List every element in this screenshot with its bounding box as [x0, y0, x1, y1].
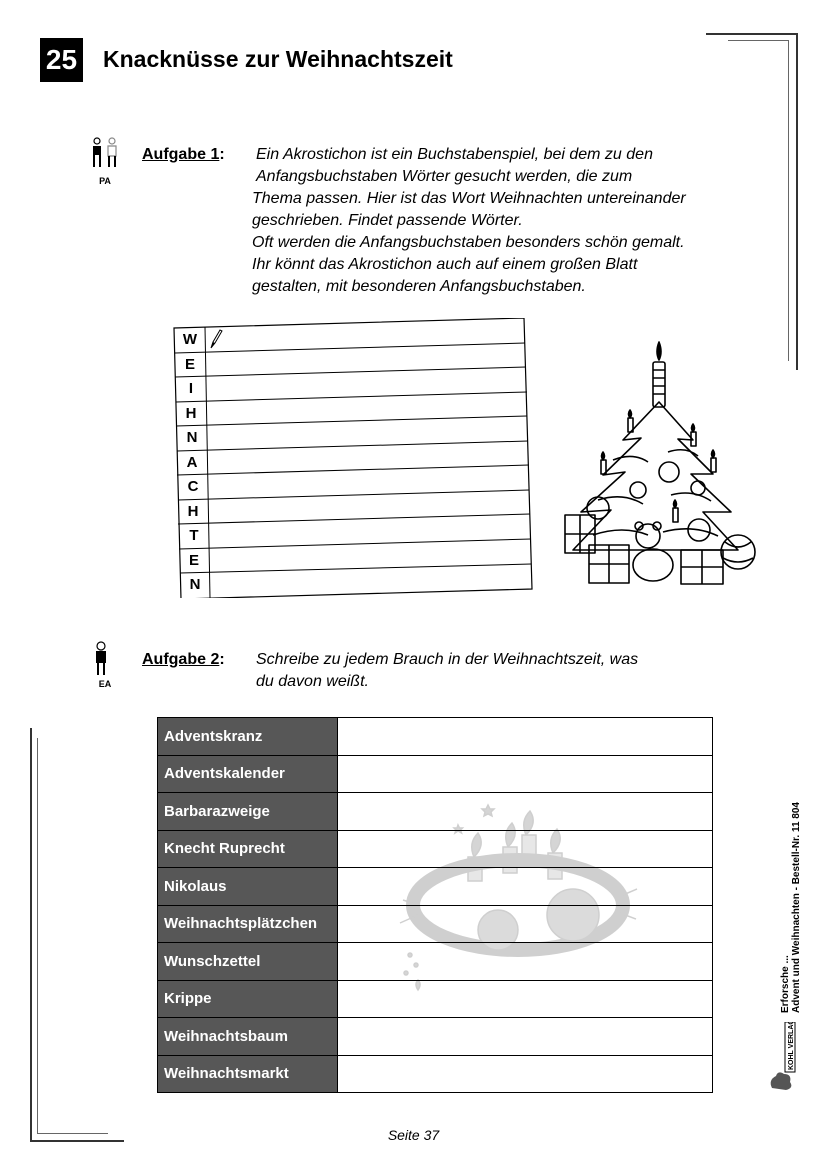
christmas-tree-illustration	[553, 340, 758, 590]
individual-work-badge	[88, 641, 122, 689]
page-frame-bottom-left-inner	[37, 738, 108, 1134]
acrostic-letter: A	[186, 454, 198, 471]
custom-answer-cell[interactable]	[338, 793, 713, 831]
acrostic-letter: H	[185, 405, 197, 422]
custom-label: Knecht Ruprecht	[158, 830, 338, 868]
task1-line: Ihr könnt das Akrostichon auch auf einem großen Blatt	[252, 256, 638, 273]
custom-answer-cell[interactable]	[338, 943, 713, 981]
single-child-icon	[90, 641, 112, 677]
task1-label-text: Aufgabe 1	[142, 146, 220, 163]
task1-label-colon: :	[219, 146, 225, 163]
custom-label: Barbarazweige	[158, 793, 338, 831]
custom-answer-cell[interactable]	[338, 868, 713, 906]
customs-table	[157, 717, 713, 1093]
publisher-logo-icon	[768, 1022, 798, 1092]
page-number: Seite 37	[387, 1127, 440, 1143]
series-title: Erforsche ...	[780, 955, 791, 1013]
custom-label: Wunschzettel	[158, 943, 338, 981]
acrostic-grid	[173, 318, 533, 598]
task1-line: Ein Akrostichon ist ein Buchstabenspiel, bei dem zu den	[256, 146, 653, 163]
page-title: Knacknüsse zur Weihnachtszeit	[103, 46, 453, 72]
task1-line: Oft werden die Anfangsbuchstaben besonders schön gemalt.	[252, 234, 685, 251]
custom-label: Weihnachtsbaum	[158, 1018, 338, 1056]
task1-instructions	[252, 144, 752, 298]
table-row	[158, 1055, 713, 1093]
table-row	[158, 905, 713, 943]
custom-answer-cell[interactable]	[338, 905, 713, 943]
acrostic-letter: N	[189, 576, 201, 593]
table-row	[158, 868, 713, 906]
acrostic-lines	[173, 318, 533, 598]
pencil-icon	[209, 328, 223, 350]
task2-line: Schreibe zu jedem Brauch in der Weihnachtszeit, was	[256, 651, 639, 668]
table-row	[158, 793, 713, 831]
custom-label: Weihnachtsmarkt	[158, 1055, 338, 1093]
task1-line: Anfangsbuchstaben Wörter gesucht werden, die zum	[256, 168, 633, 185]
table-row	[158, 755, 713, 793]
task1-line: geschrieben. Findet passende Wörter.	[252, 212, 523, 229]
task2-line: du davon weißt.	[256, 673, 369, 690]
book-title-order-number: Advent und Weihnachten - Bestell-Nr. 11 804	[791, 802, 802, 1013]
table-row	[158, 943, 713, 981]
task2-label-colon: :	[219, 651, 225, 668]
custom-label: Weihnachtsplätzchen	[158, 905, 338, 943]
task2-label	[142, 651, 225, 669]
custom-answer-cell[interactable]	[338, 1018, 713, 1056]
custom-answer-cell[interactable]	[338, 1055, 713, 1093]
acrostic-letter: C	[187, 478, 199, 495]
publisher-sidebar	[763, 798, 803, 1018]
custom-answer-cell[interactable]	[338, 980, 713, 1018]
task2-instructions	[256, 649, 726, 693]
custom-label: Adventskranz	[158, 718, 338, 756]
publisher-name: KOHL VERLAG	[788, 1022, 795, 1070]
worksheet-number: 25	[40, 38, 83, 82]
christmas-tree-icon	[553, 340, 758, 590]
custom-label: Krippe	[158, 980, 338, 1018]
acrostic-letter: E	[188, 552, 199, 569]
partner-work-badge	[88, 137, 122, 186]
table-row	[158, 830, 713, 868]
custom-answer-cell[interactable]	[338, 718, 713, 756]
acrostic-letter: H	[187, 503, 199, 520]
task1-line: gestalten, mit besonderen Anfangsbuchstaben.	[252, 278, 586, 295]
table-row	[158, 980, 713, 1018]
task2-label-text: Aufgabe 2	[142, 651, 220, 668]
acrostic-letter: W	[182, 331, 198, 348]
custom-answer-cell[interactable]	[338, 830, 713, 868]
acrostic-letter: E	[184, 356, 195, 373]
table-row	[158, 718, 713, 756]
acrostic-letter: N	[186, 429, 198, 446]
acrostic-letter: I	[188, 380, 194, 397]
custom-label: Nikolaus	[158, 868, 338, 906]
pair-of-children-icon	[88, 137, 122, 171]
task1-label	[142, 146, 225, 164]
acrostic-letter: T	[189, 527, 199, 544]
table-row	[158, 1018, 713, 1056]
partner-work-tag: PA	[99, 176, 111, 186]
custom-answer-cell[interactable]	[338, 755, 713, 793]
task1-line: Thema passen. Hier ist das Wort Weihnachten untereinander	[252, 190, 686, 207]
kohl-verlag-logo	[768, 1022, 798, 1092]
side-text-svg	[763, 798, 803, 1018]
custom-label: Adventskalender	[158, 755, 338, 793]
individual-work-tag: EA	[98, 679, 112, 689]
